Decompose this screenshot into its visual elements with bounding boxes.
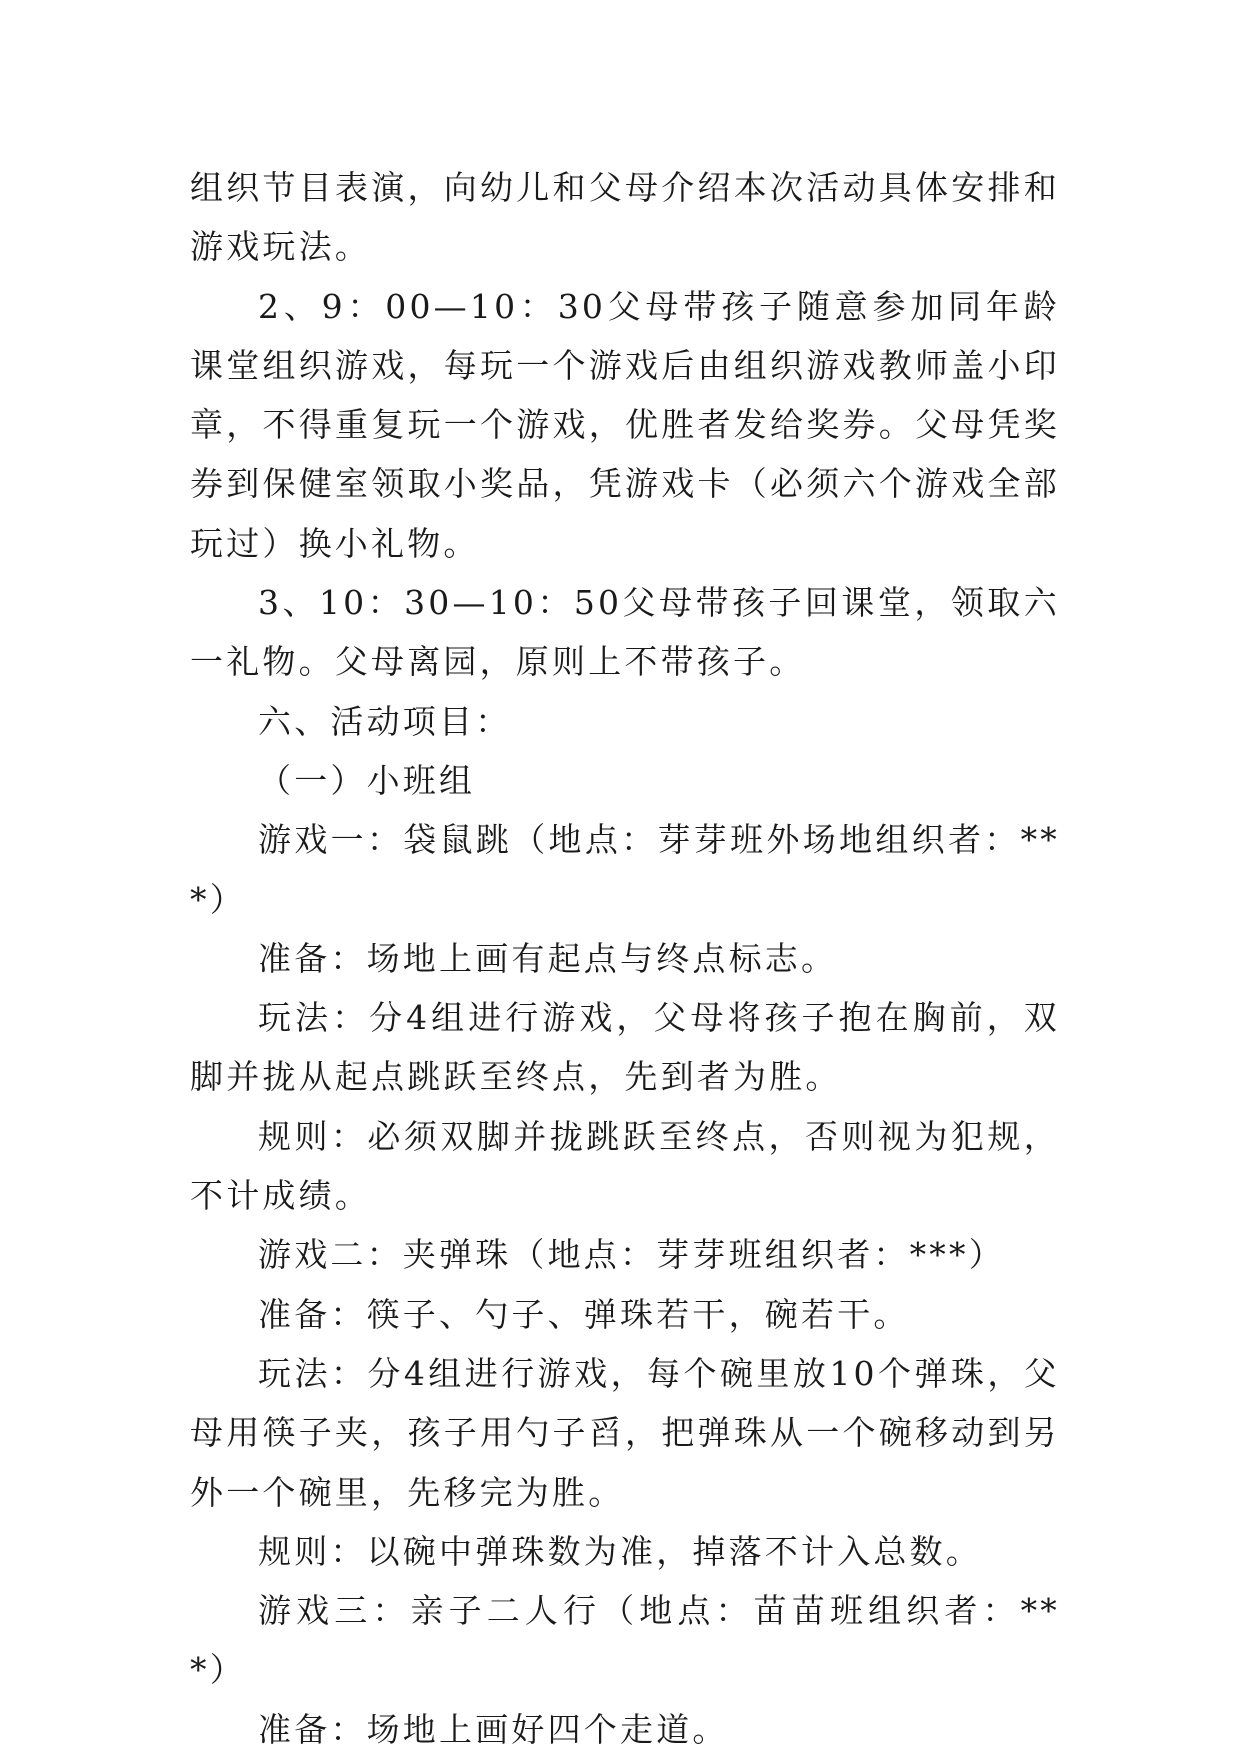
game-1-preparation: 准备：场地上画有起点与终点标志。 [258,938,838,978]
paragraph-activity-intro: 组织节目表演，向幼儿和父母介绍本次活动具体安排和游戏玩法。 [190,168,1060,267]
game-1-method: 玩法：分4组进行游戏，父母将孩子抱在胸前，双脚并拢从起点跳跃至终点，先到者为胜。 [190,998,1060,1097]
paragraph-schedule-3: 3、10：30—10：50父母带孩子回课堂，领取六一礼物。父母离园，原则上不带孩子。 [190,583,1060,682]
game-3-preparation: 准备：场地上画好四个走道。 [258,1709,729,1749]
game-2-rules: 规则：以碗中弹珠数为准，掉落不计入总数。 [258,1531,982,1571]
game-1-title: 游戏一：袋鼠跳（地点：芽芽班外场地组织者：***） [190,820,1060,919]
game-2-title: 游戏二：夹弹珠（地点：芽芽班组织者：***） [258,1235,1005,1275]
document-body [190,158,1060,1759]
paragraph-schedule-2: 2、9：00—10：30父母带孩子随意参加同年龄课堂组织游戏，每玩一个游戏后由组织游戏教师盖小印章，不得重复玩一个游戏，优胜者发给奖券。父母凭奖券到保健室领取小奖品，凭游戏卡（必须六个游戏全部玩过）换小礼物。 [190,286,1060,563]
game-2-preparation: 准备：筷子、勺子、弹珠若干，碗若干。 [258,1294,910,1334]
game-2-method: 玩法：分4组进行游戏，每个碗里放10个弹珠，父母用筷子夹，孩子用勺子舀，把弹珠从一个碗移动到另外一个碗里，先移完为胜。 [190,1353,1060,1512]
game-1-rules: 规则：必须双脚并拢跳跃至终点，否则视为犯规，不计成绩。 [190,1116,1060,1216]
subsection-heading-small-class: （一）小班组 [258,760,476,800]
section-heading-activities: 六、活动项目： [258,701,512,741]
game-3-title: 游戏三：亲子二人行（地点：苗苗班组织者：***） [190,1591,1060,1690]
